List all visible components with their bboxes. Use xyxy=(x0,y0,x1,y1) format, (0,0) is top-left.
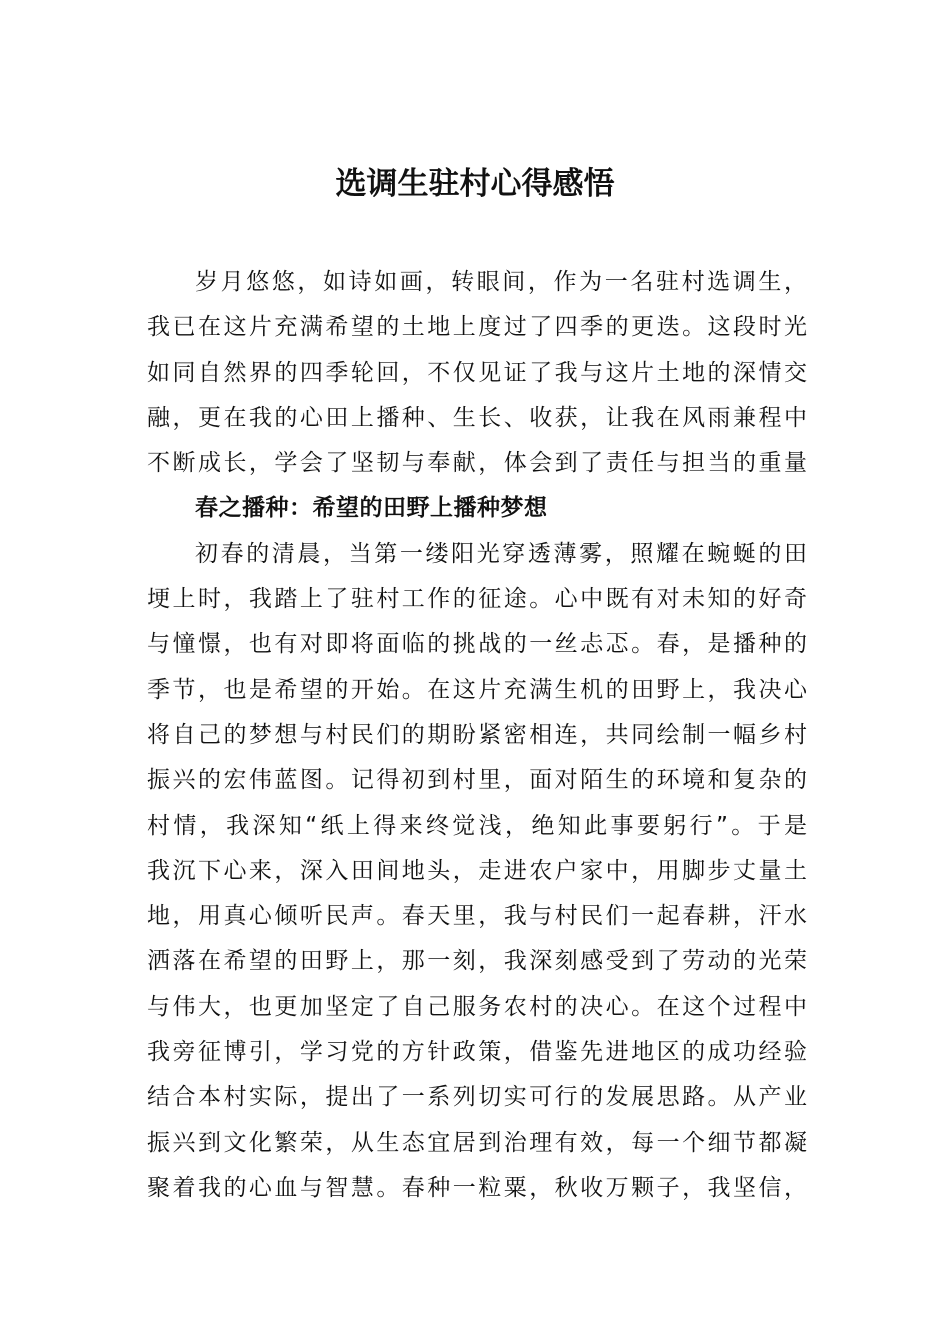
section-heading: 春之播种：希望的田野上播种梦想 xyxy=(195,495,548,522)
paragraph-line: 洒落在希望的田野上，那一刻，我深刻感受到了劳动的光荣 xyxy=(147,948,807,975)
paragraph-line: 与憧憬，也有对即将面临的挑战的一丝忐忑。春，是播种的 xyxy=(147,631,807,658)
paragraph-line: 我已在这片充满希望的土地上度过了四季的更迭。这段时光 xyxy=(147,314,807,341)
paragraph-line: 将自己的梦想与村民们的期盼紧密相连，共同绘制一幅乡村 xyxy=(147,721,807,748)
paragraph-line: 振兴的宏伟蓝图。记得初到村里，面对陌生的环境和复杂的 xyxy=(147,767,807,794)
paragraph-line: 与伟大，也更加坚定了自己服务农村的决心。在这个过程中 xyxy=(147,993,807,1020)
paragraph-line: 不断成长，学会了坚韧与奉献，体会到了责任与担当的重量 xyxy=(147,450,807,477)
paragraph-line: 岁月悠悠，如诗如画，转眼间，作为一名驻村选调生， xyxy=(195,269,807,295)
document-title: 选调生驻村心得感悟 xyxy=(335,166,615,202)
paragraph-line: 初春的清晨，当第一缕阳光穿透薄雾，照耀在蜿蜒的田 xyxy=(195,540,807,567)
paragraph-line: 结合本村实际，提出了一系列切实可行的发展思路。从产业 xyxy=(147,1084,807,1111)
section-paragraph xyxy=(147,532,807,1211)
paragraph-line: 埂上时，我踏上了驻村工作的征途。心中既有对未知的好奇 xyxy=(147,586,807,613)
paragraph-line: 地，用真心倾听民声。春天里，我与村民们一起春耕，汗水 xyxy=(147,903,807,930)
paragraph-line: 村情，我深知“纸上得来终觉浅，绝知此事要躬行”。于是 xyxy=(147,812,807,839)
paragraph-line: 我旁征博引，学习党的方针政策，借鉴先进地区的成功经验 xyxy=(147,1039,807,1066)
paragraph-line: 如同自然界的四季轮回，不仅见证了我与这片土地的深情交 xyxy=(147,359,807,386)
paragraph-line: 振兴到文化繁荣，从生态宜居到治理有效，每一个细节都凝 xyxy=(147,1129,807,1156)
paragraph-line: 我沉下心来，深入田间地头，走进农户家中，用脚步丈量土 xyxy=(147,857,807,884)
paragraph-line: 季节，也是希望的开始。在这片充满生机的田野上，我决心 xyxy=(147,676,807,703)
intro-paragraph xyxy=(147,260,807,486)
paragraph-line: 融，更在我的心田上播种、生长、收获，让我在风雨兼程中 xyxy=(147,404,807,431)
paragraph-line: 聚着我的心血与智慧。春种一粒粟，秋收万颗子，我坚信， xyxy=(147,1174,807,1201)
document-body xyxy=(147,260,807,1211)
